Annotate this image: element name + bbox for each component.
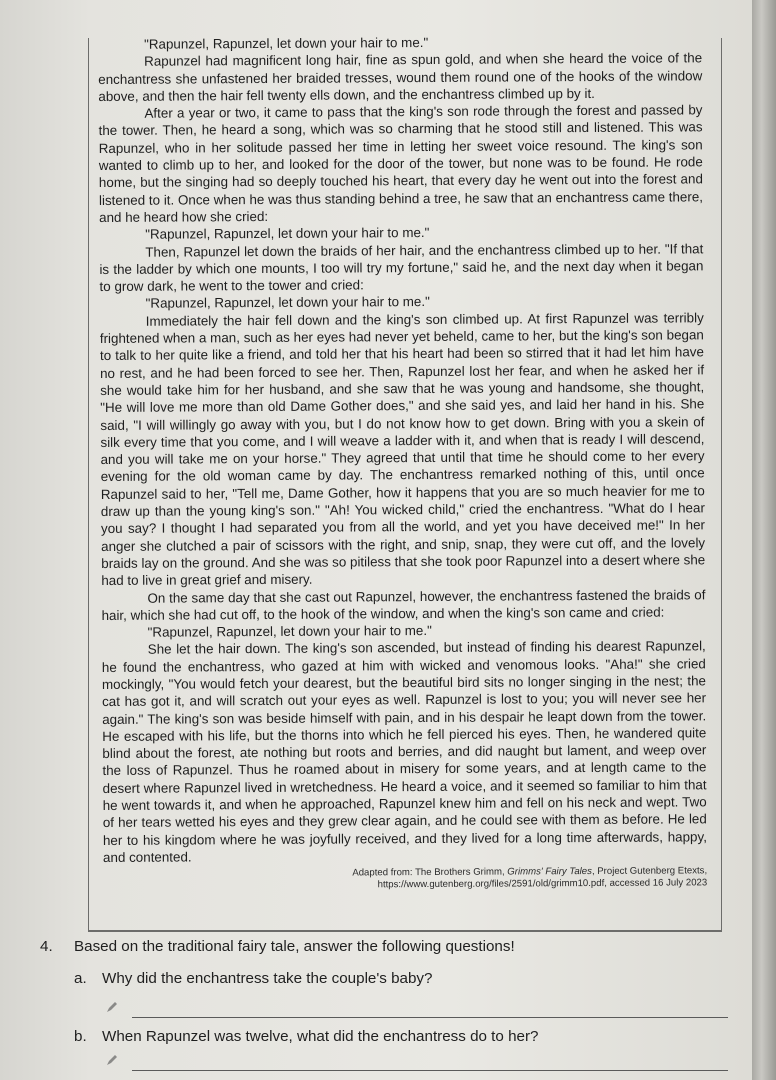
source-title: Grimms' Fairy Tales <box>507 866 592 878</box>
pencil-icon <box>106 1001 118 1013</box>
story-text <box>98 32 707 893</box>
story-paragraph: She let the hair down. The king's son ascended, but instead of finding his dearest Rapunzel, he found the enchantress, who gazed at him with wicked and venomous looks. "Aha!" she cried mockingly, "You would fetch your dearest, but the beautiful bird sits no longer singing in the nest; the cat has got it, and will scratch out your eyes as well. Rapunzel is lost to you; you will never see her again." The king's son was beside himself with pain, and in his despair he leapt down from the tower. He escaped with his life, but the thorns into which he fell pierced his eyes. Then, he wandered quite blind about the forest, ate nothing but roots and berries, and did naught but lament, and weep over the loss of Rapunzel. Thus he roamed about in misery for some years, and at length came to the desert where Rapunzel lived in wretchedness. He heard a voice, and it seemed so familiar to him that he went towards it, and when he approached, Rapunzel knew him and fell on his neck and wept. Two of her tears wetted his eyes and they grew clear again, and he could see with them as before. He led her to his kingdom where he was joyfully received, and they lived for a long time afterwards, happy, and contented. <box>101 638 707 865</box>
source-citation <box>103 866 707 894</box>
sub-question-text: When Rapunzel was twelve, what did the enchantress do to her? <box>102 1028 539 1045</box>
story-paragraph: Then, Rapunzel let down the braids of her hair, and the enchantress climbed up to her. "If that is the ladder by which one mounts, I too will try my fortune," said he, and the next day when it began to grow dark, he went to the tower and cried: <box>99 240 704 295</box>
story-paragraph: After a year or two, it came to pass that the king's son rode through the forest and passed by the tower. Then, he heard a song, which was so charming that he stood still and listened. This was Rapunzel, who in her solitude passed her time in letting her sweet voice resound. The king's son wanted to climb up to her, and looked for the door of the tower, but none was to be found. He rode home, but the singing had so deeply touched his heart, that every day he went out into the forest and listened to it. Once when he was thus standing behind a tree, he saw that an enchantress came there, and he heard how she cried: <box>98 102 704 225</box>
question-number: 4. <box>40 938 53 955</box>
story-paragraph: Rapunzel had magnificent long hair, fine as spun gold, and when she heard the voice of the enchantress she unfastened her braided tresses, wound them round one of the hooks of the window above, and then the hair fell twenty ells down, and the enchantress climbed up by it. <box>98 50 703 104</box>
source-url: https://www.gutenberg.org/files/2591/old/grimm10.pdf, accessed 16 July 2023 <box>377 877 708 891</box>
sub-question-text: Why did the enchantress take the couple's baby? <box>102 970 433 987</box>
next-page-edge <box>752 0 776 1080</box>
answer-line-a[interactable] <box>132 1017 728 1018</box>
pencil-icon <box>106 1054 118 1066</box>
story-paragraph: Immediately the hair fell down and the king's son climbed up. At first Rapunzel was terribly frightened when a man, such as her eyes had never yet beheld, came to her, but the king's son began to talk to her quite like a friend, and told her that his heart had been so stirred that it had let him have no rest, and he had been forced to see her. Then, Rapunzel lost her fear, and when he asked her if she would take him for her husband, and she saw that he was young and handsome, she thought, "He will love me more than old Dame Gother does," and she said yes, and laid her hand in his. She said, "I will willingly go away with you, but I do not know how to get down. Bring with you a skein of silk every time that you come, and I will weave a ladder with it, and when that is ready I will descend, and you will take me on your horse." They agreed that until that time he should come to her every evening for the old woman came by day. The enchantress remarked nothing of this, until once Rapunzel said to her, "Tell me, Dame Gother, how it happens that you are so much heavier for me to draw up than the young king's son." "Ah! You wicked child," cried the enchantress. "What do I hear you say? I thought I had separated you from all the world, and yet you have deceived me!" In her anger she clutched a pair of scissors with the right, and snip, snap, they were cut off, and the lovely braids lay on the ground. And she was so pitiless that she took poor Rapunzel into a desert where she had to live in great grief and misery. <box>99 310 706 589</box>
question-prompt: Based on the traditional fairy tale, answer the following questions! <box>74 938 515 955</box>
story-paragraph: "Rapunzel, Rapunzel, let down your hair to me." <box>147 623 432 640</box>
story-paragraph: On the same day that she cast out Rapunzel, however, the enchantress fastened the braids of hair, which she had cut off, to the hook of the window, and when the king's son came and cried: <box>101 586 706 623</box>
story-paragraph: "Rapunzel, Rapunzel, let down your hair to me." <box>145 225 430 242</box>
story-paragraph: "Rapunzel, Rapunzel, let down your hair to me." <box>145 294 430 312</box>
answer-line-b[interactable] <box>132 1070 728 1071</box>
sub-question-letter: b. <box>74 1028 87 1045</box>
source-line-1: Adapted from: The Brothers Grimm, Grimms' Fairy Tales, Project Gutenberg Etexts, <box>352 865 708 879</box>
story-paragraph: "Rapunzel, Rapunzel, let down your hair to me." <box>144 34 429 52</box>
sub-question-letter: a. <box>74 970 87 987</box>
